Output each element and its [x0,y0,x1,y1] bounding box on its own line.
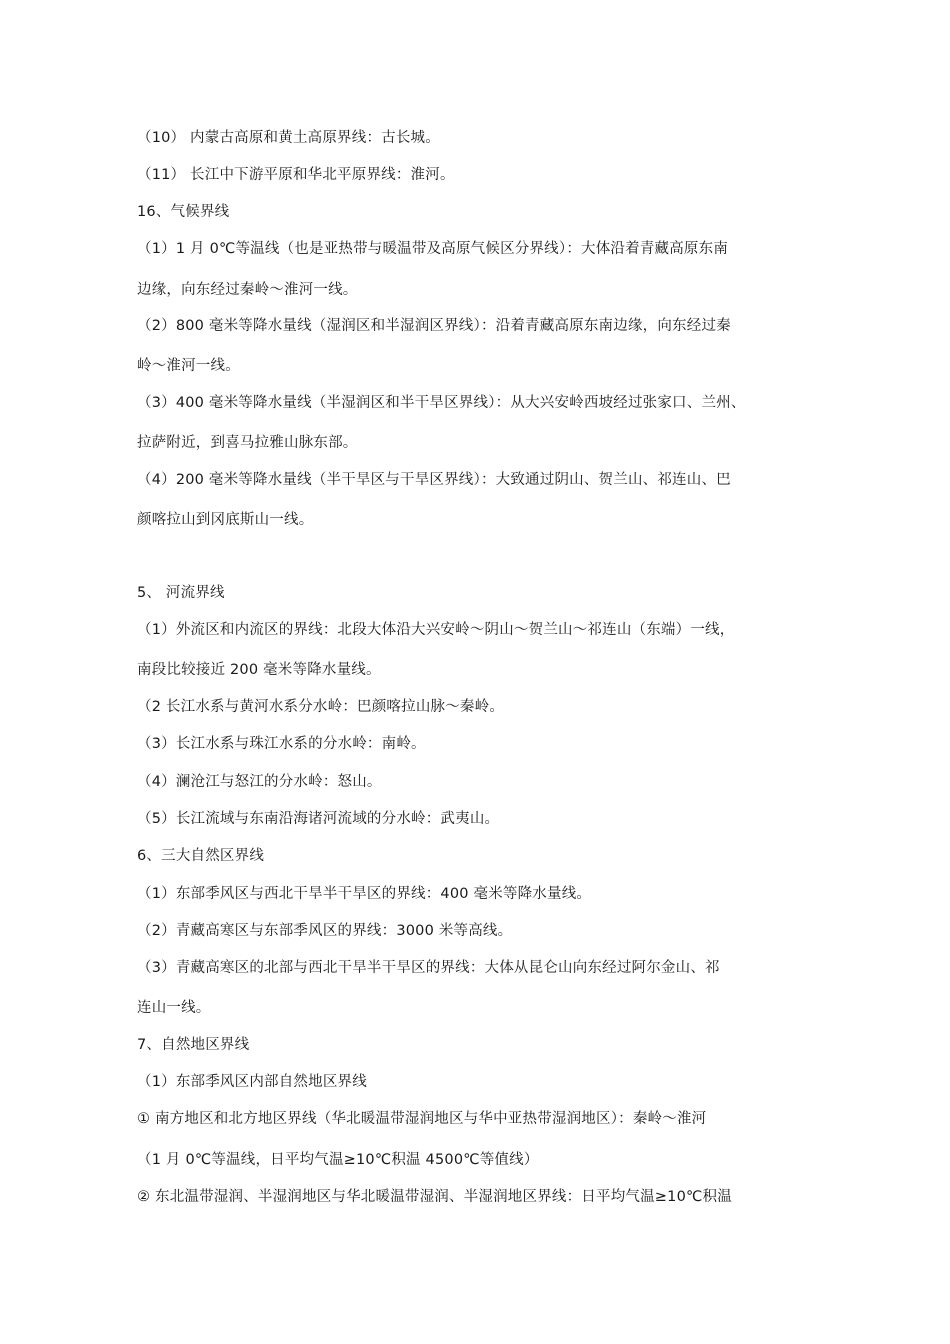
text-line: （3）青藏高寒区的北部与西北干旱半干旱区的界线：大体从昆仑山向东经过阿尔金山、祁 [137,960,720,976]
text-line: ① 南方地区和北方地区界线（华北暖温带湿润地区与华中亚热带湿润地区）：秦岭～淮河 [137,1111,707,1127]
text-line: （4）200 毫米等降水量线（半干旱区与干旱区界线）：大致通过阴山、贺兰山、祁连山、巴 [137,472,731,488]
text-line: 连山一线。 [137,1000,211,1016]
text-line: 颜喀拉山到冈底斯山一线。 [137,512,314,528]
text-line: （1）1 月 0℃等温线（也是亚热带与暖温带及高原气候区分界线）：大体沿着青藏高原东南 [137,241,729,257]
text-line: （1）外流区和内流区的界线：北段大体沿大兴安岭～阴山～贺兰山～祁连山（东端）一线， [137,622,735,638]
text-line: （1）东部季风区与西北干旱半干旱区的界线：400 毫米等降水量线。 [137,886,592,902]
text-line: （4）澜沧江与怒江的分水岭：怒山。 [137,774,382,790]
text-line: 南段比较接近 200 毫米等降水量线。 [137,662,381,678]
section-heading: 6、三大自然区界线 [137,848,265,864]
text-line: （11） 长江中下游平原和华北平原界线：淮河。 [137,167,455,183]
text-line: （5）长江流域与东南沿海诸河流域的分水岭：武夷山。 [137,811,500,827]
text-line: （3）长江水系与珠江水系的分水岭：南岭。 [137,736,426,752]
text-line: 拉萨附近，到喜马拉雅山脉东部。 [137,435,358,451]
text-line: ② 东北温带湿润、半湿润地区与华北暖温带湿润、半湿润地区界线：日平均气温≥10℃积温 [137,1189,732,1205]
section-heading: 16、气候界线 [137,204,230,220]
text-line: （1）东部季风区内部自然地区界线 [137,1074,367,1090]
text-line: 岭～淮河一线。 [137,358,240,374]
text-line: （3）400 毫米等降水量线（半湿润区和半干旱区界线）：从大兴安岭西坡经过张家口、兰州、 [137,395,746,411]
section-heading: 7、自然地区界线 [137,1037,250,1053]
text-line: （2 长江水系与黄河水系分水岭：巴颜喀拉山脉～秦岭。 [137,699,505,715]
section-heading: 5、 河流界线 [137,585,225,601]
text-line: （2）青藏高寒区与东部季风区的界线：3000 米等高线。 [137,923,513,939]
text-line: （1 月 0℃等温线，日平均气温≥10℃积温 4500℃等值线） [137,1152,539,1168]
text-line: 边缘，向东经过秦岭～淮河一线。 [137,282,358,298]
text-line: （10） 内蒙古高原和黄土高原界线：古长城。 [137,130,440,146]
text-line: （2）800 毫米等降水量线（湿润区和半湿润区界线）：沿着青藏高原东南边缘，向东经过秦 [137,318,731,334]
